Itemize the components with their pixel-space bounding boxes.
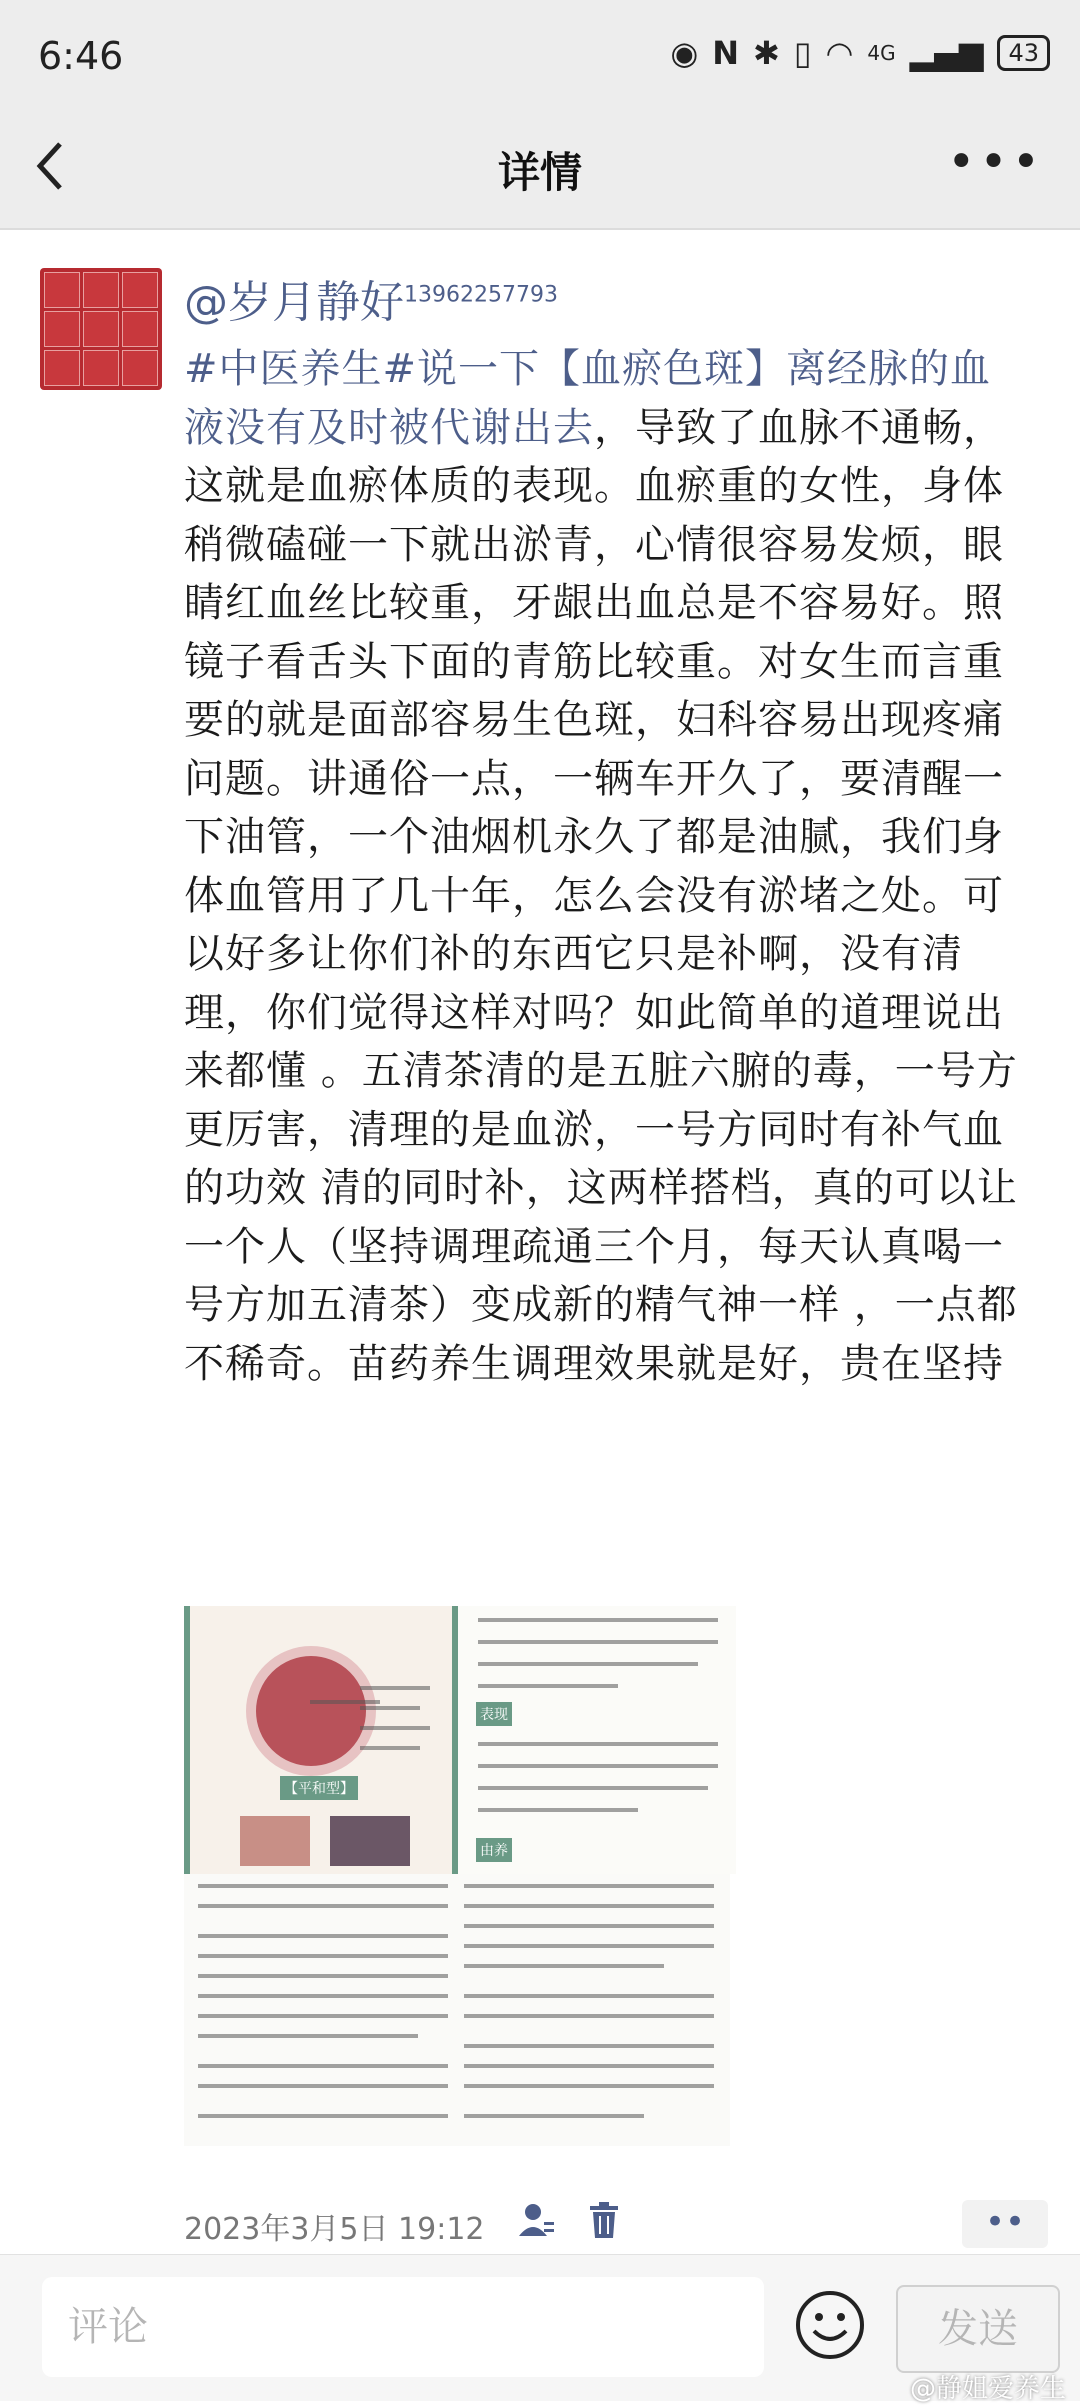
comment-input[interactable]: 评论: [42, 2277, 764, 2377]
post-text-body: ，导致了血脉不通畅，这就是血瘀体质的表现。血瘀重的女性，身体稍微磕碰一下就出淤青，心情很容易发烦，眼睛红血丝比较重，牙龈出血总是不容易好。照镜子看舌头下面的青筋比较重。对女生而言重要的就是面部容易生色斑，妇科容易出现疼痛问题。讲通俗一点，一辆车开久了，要清醒一下油管，一个油烟机永久了都是油腻，我们身体血管用了几十年，怎么会没有淤堵之处。可以好多让你们补的东西它只是补啊，没有清理，你们觉得这样对吗？如此简单的道理说出来都懂 。五清茶清的是五脏六腑的毒，一号方更厉害，清理的是血淤，一号方同时有补气血的功效 清的同时补，这两样搭档，真的可以让一个人（坚持调理疏通三个月，每天认真喝一号方加五清茶）变成新的精气神一样 ，一点都不稀奇。苗药养生调理效果就是好，贵在坚持: [184, 404, 1018, 1387]
image-label-1: 【平和型】: [280, 1776, 358, 1800]
delete-icon[interactable]: [584, 2200, 624, 2240]
bluetooth-icon: ✱: [753, 34, 780, 72]
status-time: 6:46: [38, 34, 124, 78]
post-text: [184, 340, 1024, 1393]
image-label-3: 由养: [476, 1838, 512, 1862]
image-text-panel: [452, 1606, 736, 1874]
eye-icon: ◉: [670, 34, 699, 72]
post-text-lead2: 经脉的血液没有及时被代谢出去: [184, 346, 992, 451]
send-button[interactable]: 发送: [896, 2285, 1060, 2373]
status-bar: [0, 0, 1080, 118]
post-more-button[interactable]: ••: [962, 2200, 1048, 2248]
image-text-lower: [184, 1874, 730, 2146]
status-icons: [670, 34, 1050, 72]
visibility-icon[interactable]: [516, 2200, 556, 2240]
vibrate-icon: ▯: [793, 34, 812, 72]
network-label: 4G: [867, 41, 896, 65]
nav-divider: [0, 228, 1080, 230]
avatar[interactable]: [40, 268, 162, 390]
nav-bar: [0, 118, 1080, 228]
page-title: 详情: [497, 148, 582, 197]
topic-link[interactable]: #中医养生#: [184, 346, 418, 392]
image-label-2: 表现: [476, 1702, 512, 1726]
battery-icon: 43: [997, 35, 1050, 71]
watermark: @静姐爱养生: [909, 2374, 1066, 2404]
image-thumb-2: [330, 1816, 410, 1866]
signal-icon: ▂▄▆: [909, 34, 984, 72]
image-tongue-panel: [184, 1606, 458, 1874]
emoji-icon[interactable]: [794, 2289, 866, 2361]
username-suffix: 13962257793: [404, 282, 558, 308]
post-image[interactable]: [184, 1606, 730, 2146]
tongue-illustration: [246, 1646, 376, 1776]
username-text[interactable]: @岁月静好: [184, 277, 404, 328]
post-text-lead: 说一下【血瘀色斑】离: [417, 346, 828, 392]
post-username[interactable]: [184, 266, 558, 330]
more-options-button[interactable]: •••: [947, 134, 1044, 190]
post-date: 2023年3月5日 19:12: [184, 2212, 485, 2247]
nfc-icon: N: [712, 34, 740, 72]
image-thumb-1: [240, 1816, 310, 1866]
wifi-icon: ◠: [825, 34, 854, 72]
